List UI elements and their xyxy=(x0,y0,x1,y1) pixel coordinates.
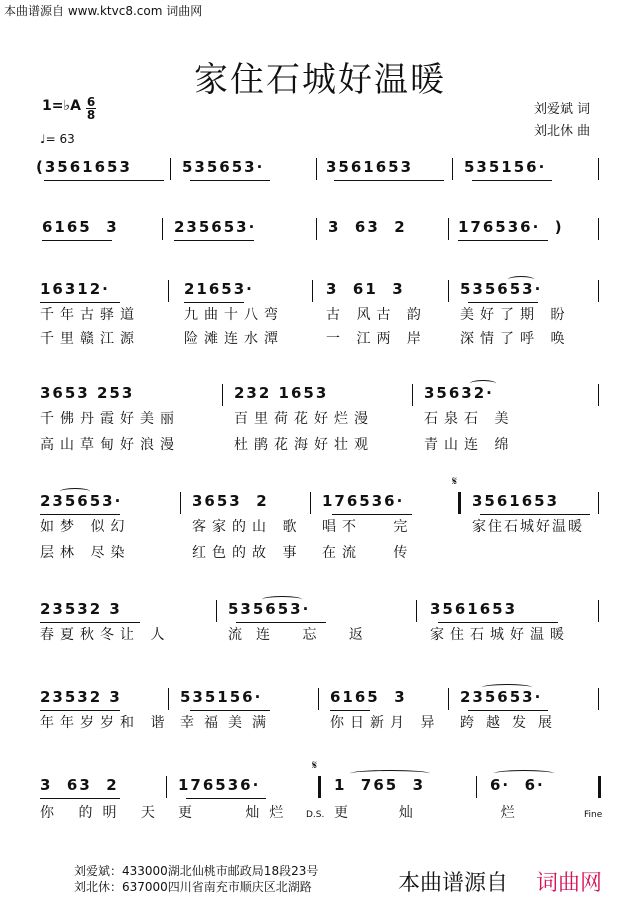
barline xyxy=(448,280,449,302)
repeat-barline xyxy=(318,776,321,798)
time-top: 6 xyxy=(86,95,96,109)
measure: 176536· ) xyxy=(458,218,564,236)
measure: 235653· xyxy=(460,688,543,706)
barline xyxy=(598,600,599,622)
lyric-verse1: 古 风古 韵 xyxy=(326,307,427,323)
lyric-verse1: 如梦 似幻 xyxy=(40,519,131,535)
lyric-verse2: 青山连 绵 xyxy=(424,437,515,453)
barline xyxy=(216,600,217,622)
barline xyxy=(598,158,599,180)
lyric-verse1: 美好了期 盼 xyxy=(460,307,571,323)
site-watermark: 本曲谱源自 www.ktvc8.com 词曲网 xyxy=(4,4,203,18)
time-signature xyxy=(86,96,96,121)
barline xyxy=(598,688,599,710)
lyric: 春夏秋冬让 人 xyxy=(40,627,171,643)
measure: 23532 3 xyxy=(40,600,122,618)
lyric-verse1: 千佛丹霞好美丽 xyxy=(40,411,180,427)
lyric: 你 的明 天 xyxy=(40,805,165,821)
lyric-verse2: 高山草甸好浪漫 xyxy=(40,437,180,453)
address-lyricist: 刘爱斌：433000湖北仙桃市邮政局18段23号 xyxy=(74,864,319,878)
barline xyxy=(318,688,319,710)
lyric-verse2: 层林 尽染 xyxy=(40,545,131,561)
address-composer: 刘北休：637000四川省南充市顺庆区北湖路 xyxy=(74,880,312,894)
measure: 176536· xyxy=(322,492,405,510)
barline xyxy=(412,384,413,406)
barline xyxy=(166,776,167,798)
tempo-marking: ♩= 63 xyxy=(40,132,75,146)
barline xyxy=(312,280,313,302)
lyric-verse2: 险滩连水潭 xyxy=(184,331,284,347)
measure: 16312· xyxy=(40,280,110,298)
measure: 3561653 xyxy=(430,600,518,618)
measure: 535653· xyxy=(228,600,311,618)
repeat-barline xyxy=(458,492,461,514)
barline xyxy=(598,218,599,240)
lyric: 更 灿烂 xyxy=(178,805,294,821)
segno-icon: 𝄋 xyxy=(452,474,458,488)
barline xyxy=(452,158,453,180)
lyric: 幸福美满 xyxy=(180,715,276,731)
barline xyxy=(448,218,449,240)
song-title: 家住石城好温暖 xyxy=(194,60,446,100)
lyric-verse2: 杜鹃花海好壮观 xyxy=(234,437,374,453)
lyric-refrain: 家住石城好温暖 xyxy=(472,519,584,535)
measure: 232 1653 xyxy=(234,384,329,402)
lyric-verse2: 红色的故 事 xyxy=(192,545,303,561)
segno-icon: 𝄋 xyxy=(312,758,318,772)
measure: 3561653 xyxy=(472,492,560,510)
measure: 535156· xyxy=(180,688,263,706)
lyric: 流连 忘 返 xyxy=(228,627,377,643)
final-barline xyxy=(598,776,601,798)
time-bottom: 8 xyxy=(86,108,96,122)
lyricist-credit: 刘爱斌 词 xyxy=(534,102,591,117)
lyric: 家住石城好温暖 xyxy=(430,627,570,643)
barline xyxy=(316,158,317,180)
key-signature: 1=♭A xyxy=(42,98,81,114)
measure: 23532 3 xyxy=(40,688,122,706)
lyric-verse1: 客家的山 歌 xyxy=(192,519,303,535)
measure: 1 765 3 xyxy=(334,776,426,794)
lyric-verse2: 千里赣江源 xyxy=(40,331,140,347)
measure: (3561653 xyxy=(36,158,132,176)
lyric: 更 灿 烂 xyxy=(334,805,529,821)
brand-text: 本曲谱源自 xyxy=(398,871,509,896)
lyric-verse1: 唱不 完 xyxy=(322,519,414,535)
measure: 21653· xyxy=(184,280,254,298)
measure: 3 61 3 xyxy=(326,280,405,298)
measure: 535653· xyxy=(460,280,543,298)
barline xyxy=(316,218,317,240)
measure: 235653· xyxy=(40,492,123,510)
measure: 6165 3 xyxy=(42,218,119,236)
lyric: 年年岁岁和 谐 xyxy=(40,715,171,731)
ds-marking: D.S. xyxy=(306,810,325,820)
measure: 535653· xyxy=(182,158,265,176)
lyric-verse2: 深情了呼 唤 xyxy=(460,331,571,347)
measure: 6· 6· xyxy=(490,776,545,794)
lyric: 你日新月 异 xyxy=(330,715,441,731)
fine-marking: Fine xyxy=(584,810,603,820)
composer-credit: 刘北休 曲 xyxy=(534,124,591,139)
lyric-verse1: 九曲十八弯 xyxy=(184,307,284,323)
lyric: 跨越发展 xyxy=(460,715,564,731)
lyric-verse1: 百里荷花好烂漫 xyxy=(234,411,374,427)
barline xyxy=(416,600,417,622)
measure: 3 63 2 xyxy=(40,776,119,794)
barline xyxy=(448,688,449,710)
barline xyxy=(222,384,223,406)
barline xyxy=(168,688,169,710)
measure: 535156· xyxy=(464,158,547,176)
lyric-verse1: 千年古驿道 xyxy=(40,307,140,323)
barline xyxy=(310,492,311,514)
barline xyxy=(162,218,163,240)
measure: 3653 2 xyxy=(192,492,269,510)
brand-logo-text: 词曲网 xyxy=(536,871,603,896)
measure: 6165 3 xyxy=(330,688,407,706)
barline xyxy=(180,492,181,514)
barline xyxy=(598,492,599,514)
lyric-verse1: 石泉石 美 xyxy=(424,411,515,427)
measure: 3561653 xyxy=(326,158,414,176)
measure: 235653· xyxy=(174,218,257,236)
lyric-verse2: 在流 传 xyxy=(322,545,414,561)
barline xyxy=(598,280,599,302)
measure: 35632· xyxy=(424,384,494,402)
lyric-verse2: 一 江两 岸 xyxy=(326,331,427,347)
measure: 3 63 2 xyxy=(328,218,407,236)
barline xyxy=(168,280,169,302)
measure: 3653 253 xyxy=(40,384,135,402)
barline xyxy=(476,776,477,798)
barline xyxy=(170,158,171,180)
measure: 176536· xyxy=(178,776,261,794)
barline xyxy=(598,384,599,406)
